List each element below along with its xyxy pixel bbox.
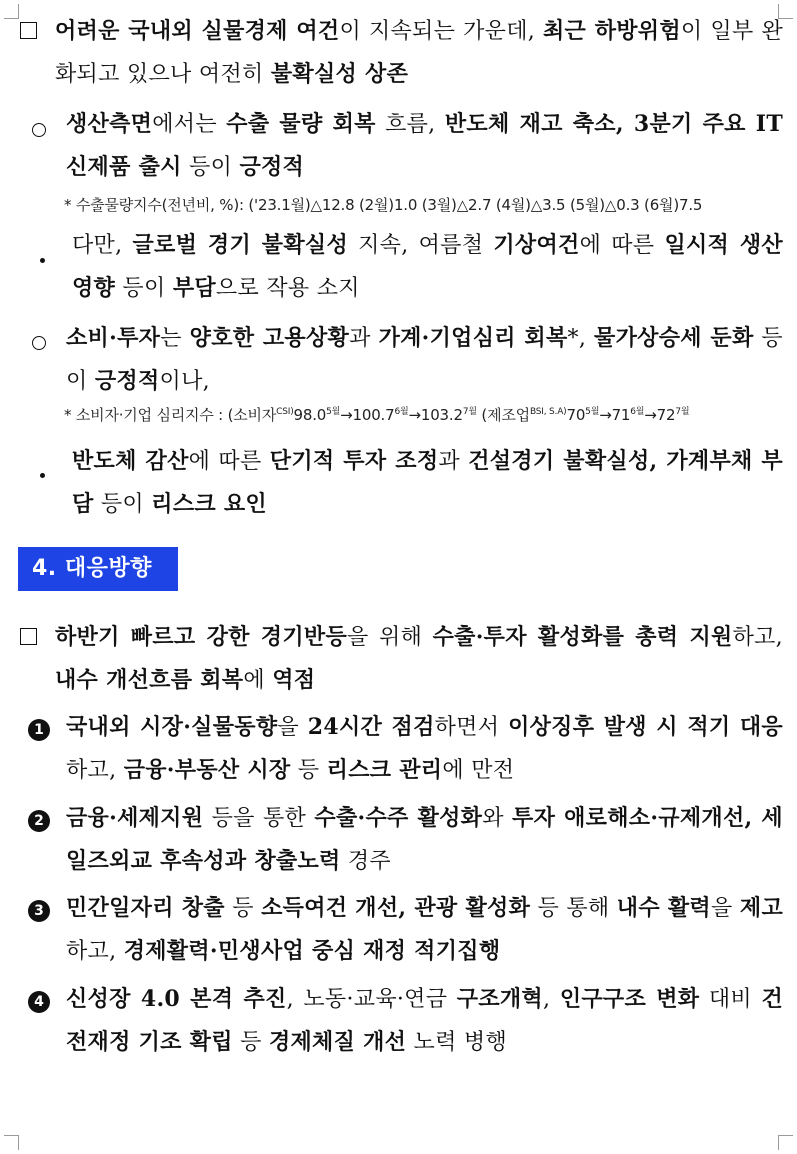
emphasized-text: 긍정적 bbox=[94, 368, 160, 394]
number-1-icon: 1 bbox=[28, 717, 50, 741]
emphasized-text: 를 총력 지원 bbox=[602, 624, 733, 650]
text-run: 으로 작용 소지 bbox=[215, 276, 360, 301]
emphasized-text: 가계·기업심리 회복 bbox=[378, 325, 568, 351]
emphasized-text: 경제체질 개선 bbox=[268, 1029, 407, 1055]
text-run: 경주 bbox=[340, 849, 391, 874]
text-run: 을 위해 bbox=[347, 625, 433, 650]
emphasized-text: 역점 bbox=[272, 667, 316, 693]
paragraph-outlook bbox=[55, 10, 783, 96]
emphasized-text: 반도체 감산 bbox=[72, 448, 189, 474]
text-run: 이 지속되는 가운데, bbox=[339, 19, 543, 44]
text-run: , bbox=[543, 987, 560, 1012]
emphasized-text: 금융·세제지원 bbox=[66, 805, 204, 831]
emphasized-text: 하반기 빠르고 강한 경기반등 bbox=[55, 624, 348, 650]
dot-bullet-icon bbox=[40, 461, 45, 483]
emphasized-text: 제고 bbox=[739, 895, 783, 921]
emphasized-text: 불확실성 상존 bbox=[270, 61, 409, 87]
square-bullet-icon bbox=[20, 22, 37, 44]
text-run: 하면서 bbox=[434, 715, 509, 740]
text-run: 흐름, bbox=[375, 112, 445, 137]
text-run: 과 bbox=[438, 449, 469, 474]
emphasized-text: 최근 하방위험 bbox=[542, 18, 681, 44]
text-run: 등이 bbox=[66, 326, 783, 394]
number-2-icon: 2 bbox=[28, 808, 50, 832]
paragraph-risk-factors bbox=[72, 440, 783, 526]
text-run: 등이 bbox=[181, 155, 240, 180]
emphasized-text: 수출·투자 활성화 bbox=[432, 624, 603, 650]
text-run: 와 bbox=[482, 806, 513, 831]
text-run: 에 따른 bbox=[579, 233, 665, 258]
emphasized-text: 리스크 요인 bbox=[151, 491, 267, 517]
emphasized-text: 양호한 고용상황 bbox=[189, 325, 350, 351]
text-run: 하고, bbox=[66, 758, 124, 783]
emphasized-text: 구조개혁 bbox=[456, 986, 543, 1012]
emphasized-text: 신성장 4.0 본격 추진 bbox=[66, 986, 287, 1012]
emphasized-text: 민간일자리 창출 bbox=[66, 895, 225, 921]
paragraph-policy-direction bbox=[55, 616, 783, 702]
emphasized-text: 내수 개선흐름 회복 bbox=[55, 667, 244, 693]
text-run: 등을 통한 bbox=[203, 806, 315, 831]
crop-mark-bottom-left bbox=[4, 1135, 19, 1150]
text-run: 는 bbox=[160, 326, 190, 351]
text-run: 하고, bbox=[732, 625, 783, 650]
emphasized-text: 경제활력·민생사업 중심 재정 적기집행 bbox=[123, 938, 501, 964]
number-3-icon: 3 bbox=[28, 898, 50, 922]
square-bullet-icon bbox=[20, 628, 37, 650]
emphasized-text: 투자 애로해소·규제개선, 세일즈외교 후속성과 창출노력 bbox=[66, 805, 783, 874]
dot-bullet-icon bbox=[40, 246, 45, 268]
crop-mark-bottom-right bbox=[778, 1135, 793, 1150]
list-item-domestic-demand bbox=[66, 887, 783, 973]
emphasized-text: 소득여건 개선, 관광 활성화 bbox=[261, 895, 531, 921]
text-run: 등이 bbox=[93, 492, 152, 517]
crop-mark-top-left bbox=[4, 4, 19, 19]
text-run: 과 bbox=[349, 326, 379, 351]
list-item-structural-reform bbox=[66, 978, 783, 1064]
paragraph-consumption-investment bbox=[66, 317, 783, 403]
emphasized-text: 긍정적 bbox=[239, 154, 305, 180]
text-run: , 노동·교육·연금 bbox=[286, 987, 457, 1012]
text-run: 을 bbox=[277, 715, 308, 740]
text-run: 에 만전 bbox=[442, 758, 515, 783]
emphasized-text: 건전재정 기조 확립 bbox=[66, 986, 783, 1055]
text-run: 등 통해 bbox=[530, 896, 617, 921]
text-run: 다만, bbox=[72, 233, 133, 258]
text-run: 이나, bbox=[159, 369, 210, 394]
emphasized-text: 반도체 재고 축소, 3분기 주요 IT 신제품 출시 bbox=[66, 111, 784, 180]
emphasized-text: 물가상승세 둔화 bbox=[594, 325, 754, 351]
text-run: 에 bbox=[243, 668, 273, 693]
text-run: 이 일부 완화되고 있으나 여전히 bbox=[55, 19, 783, 87]
emphasized-text: 글로벌 경기 불확실성 bbox=[132, 232, 349, 258]
text-run: 등 bbox=[232, 1030, 269, 1055]
text-run: *, bbox=[567, 326, 595, 351]
emphasized-text: 생산측면 bbox=[66, 111, 153, 137]
emphasized-text: 건설경기 불확실성, 가계부채 부담 bbox=[72, 448, 783, 517]
text-run: 등 bbox=[290, 758, 327, 783]
emphasized-text: 리스크 관리 bbox=[326, 757, 443, 783]
text-run: 등이 bbox=[115, 276, 173, 301]
circle-bullet-icon bbox=[32, 333, 46, 355]
text-run: 에 따른 bbox=[188, 449, 270, 474]
text-run: 하고, bbox=[66, 939, 124, 964]
emphasized-text: 국내외 시장·실물동향 bbox=[66, 714, 278, 740]
emphasized-text: 일시적 생산 영향 bbox=[72, 232, 783, 301]
emphasized-text: 단기적 투자 조정 bbox=[269, 448, 439, 474]
text-run: 지속, 여름철 bbox=[348, 233, 494, 258]
list-item-monitoring bbox=[66, 706, 783, 792]
section-title: 4. 대응방향 bbox=[18, 547, 178, 591]
emphasized-text: 수출 물량 회복 bbox=[226, 111, 376, 137]
text-run: 노력 병행 bbox=[406, 1030, 508, 1055]
text-run: 등 bbox=[224, 896, 262, 921]
emphasized-text: 금융·부동산 시장 bbox=[123, 757, 291, 783]
emphasized-text: 내수 활력 bbox=[616, 895, 711, 921]
emphasized-text: 기상여건 bbox=[493, 232, 580, 258]
text-run: 대비 bbox=[699, 987, 762, 1012]
footnote-sentiment-index: * 소비자·기업 심리지수 : (소비자$^{CSI)}98.0^{5월}\to 100.7^{6월}\to 103.2^{7월}$ (제조업$^{BSI, S.A)}70^{5월}\to 71^{6월}\to 72^{7월}$ bbox=[64, 406, 690, 424]
emphasized-text: 부담 bbox=[172, 275, 216, 301]
number-4-icon: 4 bbox=[28, 989, 50, 1013]
emphasized-text: 이상징후 발생 시 적기 대응 bbox=[508, 714, 783, 740]
emphasized-text: 소비·투자 bbox=[66, 325, 161, 351]
circle-bullet-icon bbox=[32, 120, 46, 142]
footnote-export-volume: * 수출물량지수(전년비, %): ('23.1월)△12.8 (2월)1.0 (3월)△2.7 (4월)△3.5 (5월)△0.3 (6월)7.5 bbox=[64, 196, 703, 214]
emphasized-text: 수출·수주 활성화 bbox=[314, 805, 483, 831]
paragraph-risks-production bbox=[72, 224, 783, 310]
paragraph-production bbox=[66, 103, 783, 189]
text-run: 에서는 bbox=[152, 112, 227, 137]
emphasized-text: 인구구조 변화 bbox=[559, 986, 700, 1012]
emphasized-text: 어려운 국내외 실물경제 여건 bbox=[55, 18, 340, 44]
emphasized-text: 24시간 점검 bbox=[307, 714, 435, 740]
text-run: 을 bbox=[711, 896, 740, 921]
list-item-export-support bbox=[66, 797, 783, 883]
